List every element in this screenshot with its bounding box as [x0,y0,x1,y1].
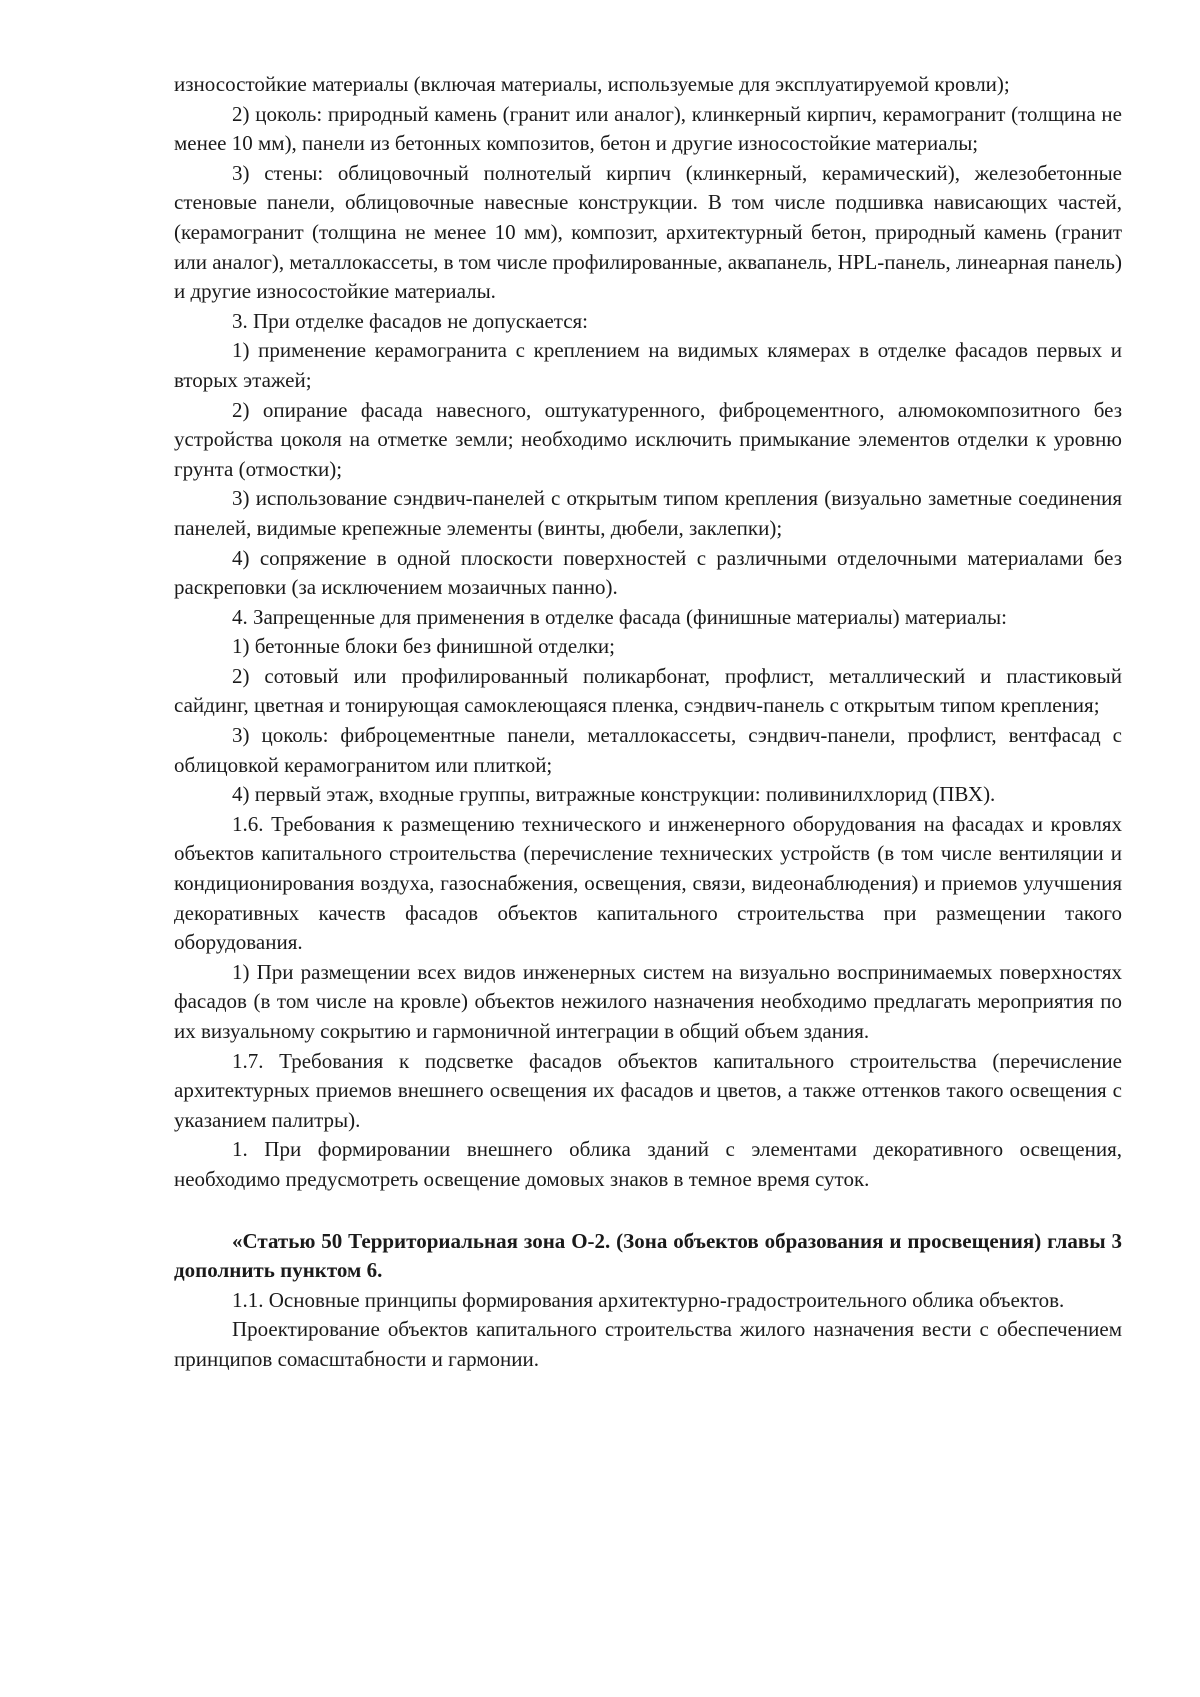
document-page [174,70,1122,1375]
paragraph: 2) опирание фасада навесного, оштукатуренного, фиброцементного, алюмокомпозитного без устройства цоколя на отметке земли; необходимо исключить примыкание элементов отделки к уровню грунта (отмостки); [174,397,1122,481]
paragraph: 1. При формировании внешнего облика зданий с элементами декоративного освещения, необходимо предусмотреть освещение домовых знаков в темное время суток. [174,1137,1122,1191]
paragraph: 1) бетонные блоки без финишной отделки; [232,634,615,659]
paragraph: 1.1. Основные принципы формирования архитектурно-градостроительного облика объектов. [232,1287,1065,1312]
paragraph: 3) цоколь: фиброцементные панели, металлокассеты, сэндвич-панели, профлист, вентфасад с облицовкой керамогранитом или плиткой; [174,723,1122,777]
paragraph: 3) использование сэндвич-панелей с открытым типом крепления (визуально заметные соединения панелей, видимые крепежные элементы (винты, дюбели, заклепки); [174,486,1122,540]
paragraph: 2) сотовый или профилированный поликарбонат, профлист, металлический и пластиковый сайдинг, цветная и тонирующая самоклеющаяся пленка, сэндвич-панель с открытым типом крепления; [174,663,1122,718]
section-spacer [174,1195,1122,1227]
paragraph: Проектирование объектов капитального строительства жилого назначения вести с обеспечением принципов сомасштабности и гармонии. [174,1317,1122,1371]
paragraph: 1.6. Требования к размещению технического и инженерного оборудования на фасадах и кровлях объектов капитального строительства (перечисление технических устройств (в том числе вентиляции и кондиционирования воздуха, газоснабжения, освещения, связи, видеонаблюдения) и приемов улучшения декоративных качеств фасадов объектов капитального строительства при размещении такого оборудования. [174,811,1122,955]
paragraph: 1) применение керамогранита с креплением на видимых клямерах в отделке фасадов первых и вторых этажей; [174,338,1122,392]
paragraph: износостойкие материалы (включая материалы, используемые для эксплуатируемой кровли); [174,72,1010,96]
paragraph: 4. Запрещенные для применения в отделке фасада (финишные материалы) материалы: [232,604,1007,629]
paragraph: 3. При отделке фасадов не допускается: [232,308,589,333]
paragraph: 4) первый этаж, входные группы, витражные конструкции: поливинилхлорид (ПВХ). [232,782,996,807]
paragraph: 2) цоколь: природный камень (гранит или аналог), клинкерный кирпич, керамогранит (толщина не менее 10 мм), панели из бетонных композитов, бетон и другие износостойкие материалы; [174,101,1122,156]
paragraph: 3) стены: облицовочный полнотелый кирпич (клинкерный, керамический), железобетонные стеновые панели, облицовочные навесные конструкции. В том числе подшивка нависающих частей, (керамогранит (толщина не менее 10 мм), композит, архитектурный бетон, природный камень (гранит или аналог), металлокассеты, в том числе профилированные, аквапанель, HPL-панель, линеарная панель) и другие износостойкие материалы. [174,160,1122,304]
paragraph: 1.7. Требования к подсветке фасадов объектов капитального строительства (перечисление архитектурных приемов внешнего освещения их фасадов и цветов, а также оттенков такого освещения с указанием палитры). [174,1048,1122,1132]
paragraph: 4) сопряжение в одной плоскости поверхностей с различными отделочными материалами без раскреповки (за исключением мозаичных панно). [174,545,1122,600]
paragraph: 1) При размещении всех видов инженерных систем на визуально воспринимаемых поверхностях фасадов (в том числе на кровле) объектов нежилого назначения необходимо предлагать мероприятия по их визуальному сокрытию и гармоничной интеграции в общий объем здания. [174,959,1122,1043]
section-heading: «Статью 50 Территориальная зона О-2. (Зона объектов образования и просвещения) главы 3 дополнить пунктом 6. [174,1228,1122,1283]
